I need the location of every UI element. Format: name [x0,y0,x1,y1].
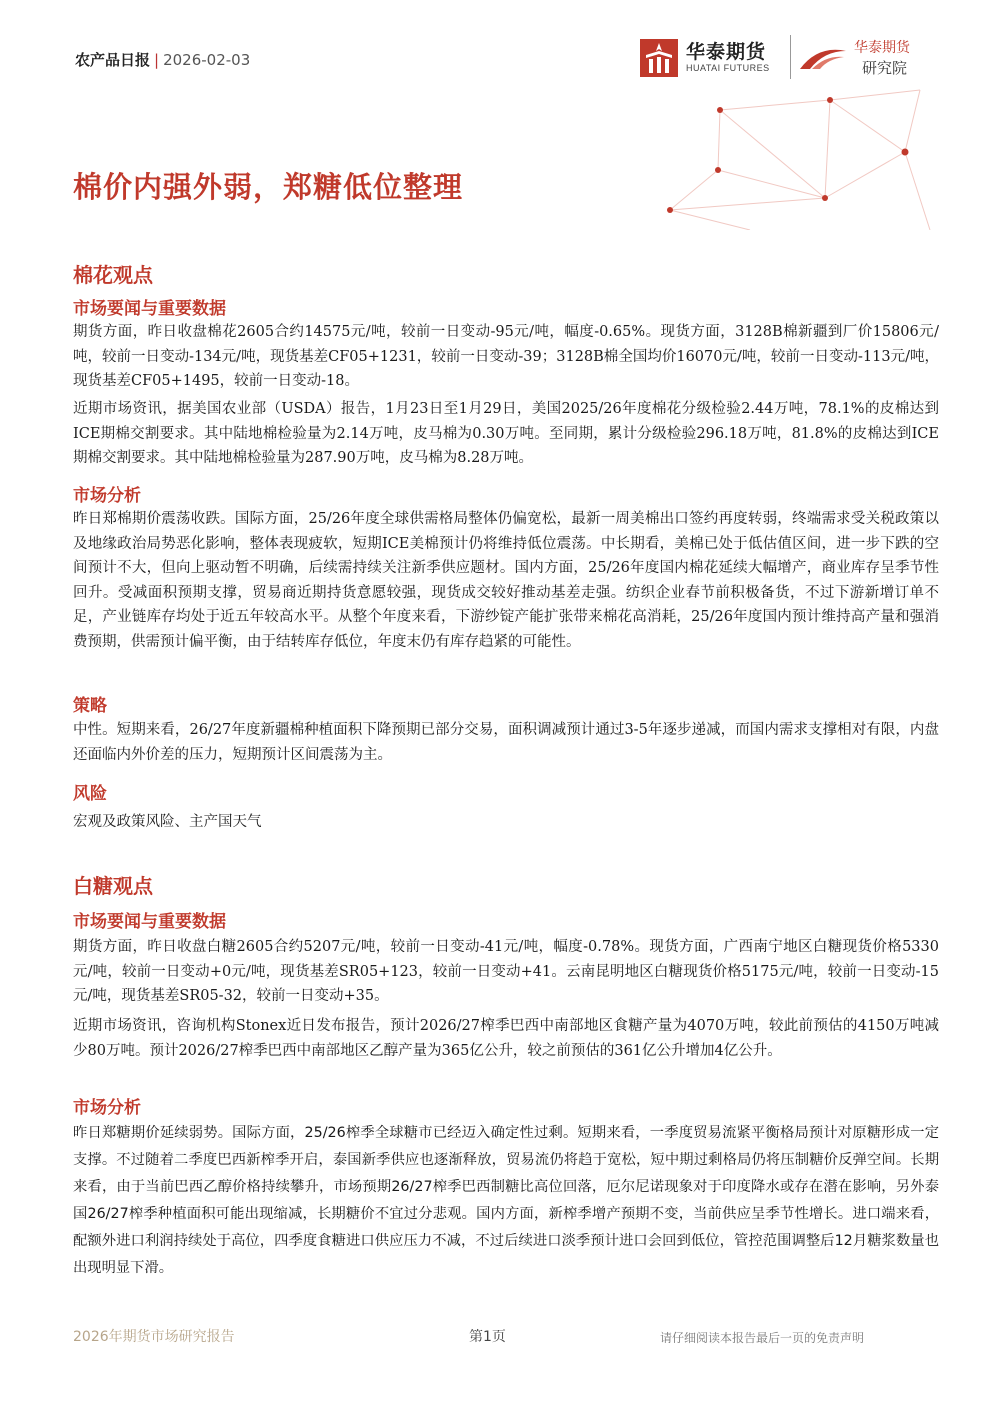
logo-divider [790,35,791,79]
cotton-analysis-paragraph: 昨日郑棉期价震荡收跌。国际方面，25/26年度全球供需格局整体仍偏宽松，最新一周美棉出口签约再度转弱，终端需求受关税政策以及地缘政治局势恶化影响，整体表现疲软，短期ICE美棉预计仍将维持低位震荡。中长期看，美棉已处于低估值区间，进一步下跌的空间预计不大，但向上驱动暂不明确，后续需持续关注新季供应题材。国内方面，25/26年度国内棉花延续大幅增产，商业库存呈季节性回升。受减面积预期支撑，贸易商近期持货意愿较强，现货成交较好推动基差走强。纺织企业春节前积极备货，不过下游新增订单不足，产业链库存均处于近五年较高水平。从整个年度来看，下游纱锭产能扩张带来棉花高消耗，25/26年度国内预计维持高产量和强消费预期，供需预计偏平衡，由于结转库存低位，年度末仍有库存趋紧的可能性。 [73,511,939,650]
page-number: 第1页 [469,1329,506,1345]
report-title: 棉价内强外弱，郑糖低位整理 [73,170,464,204]
sugar-news-paragraph-2: 近期市场资讯，咨询机构Stonex近日发布报告，预计2026/27榨季巴西中南部地区食糖产量为4070万吨，较此前预估的4150万吨减少80万吨。预计2026/27榨季巴西中南部地区乙醇产量为365亿公升，较之前预估的361亿公升增加4亿公升。 [73,1018,939,1059]
institute-name-line1: 华泰期货 [854,40,910,56]
cotton-strategy-heading: 策略 [73,696,107,716]
sugar-analysis-heading: 市场分析 [73,1098,141,1118]
brand-logo [640,35,930,85]
cotton-analysis-heading: 市场分析 [73,486,141,506]
institute-swoosh-icon [798,41,848,73]
sugar-news-paragraph-1: 期货方面，昨日收盘白糖2605合约5207元/吨，较前一日变动-41元/吨，幅度-0.78%。现货方面，广西南宁地区白糖现货价格5330元/吨，较前一日变动+0元/吨，现货基差SR05+123，较前一日变动+41。云南昆明地区白糖现货价格5175元/吨，较前一日变动-15元/吨，现货基差SR05-32，较前一日变动+35。 [73,939,939,1004]
cotton-risk-heading: 风险 [73,784,107,804]
sugar-section-title: 白糖观点 [73,874,153,898]
cotton-risk-paragraph: 宏观及政策风险、主产国天气 [73,814,262,830]
page-footer [0,1320,992,1360]
brand-name-cn: 华泰期货 [686,41,767,63]
institute-name-line2: 研究院 [862,59,908,77]
cotton-news-paragraph-1: 期货方面，昨日收盘棉花2605合约14575元/吨，较前一日变动-95元/吨，幅度-0.65%。现货方面，3128B棉新疆到厂价15806元/吨，较前一日变动-134元/吨，现货基差CF05+1231，较前一日变动-39；3128B棉全国均价16070元/吨，较前一日变动-113元/吨，现货基差CF05+1495，较前一日变动-18。 [73,324,939,389]
page-header [0,0,992,230]
cotton-news-heading: 市场要闻与重要数据 [73,299,226,319]
report-type: 农产品日报 [75,51,151,69]
cotton-section-title: 棉花观点 [73,263,153,287]
cotton-news-paragraph-2: 近期市场资讯，据美国农业部（USDA）报告，1月23日至1月29日，美国2025/26年度棉花分级检验2.44万吨，78.1%的皮棉达到ICE期棉交割要求。其中陆地棉检验量为2.14万吨，皮马棉为0.30万吨。至同期，累计分级检验296.18万吨，81.8%的皮棉达到ICE期棉交割要求。其中陆地棉检验量为287.90万吨，皮马棉为8.28万吨。 [73,401,939,466]
cotton-strategy-paragraph: 中性。短期来看，26/27年度新疆棉种植面积下降预期已部分交易，面积调减预计通过3-5年逐步递减，而国内需求支撑相对有限，内盘还面临内外价差的压力，短期预计区间震荡为主。 [73,722,939,763]
brand-name-en: HUATAI FUTURES [686,63,770,73]
network-decoration-icon [600,80,992,230]
sugar-analysis-paragraph: 昨日郑糖期价延续弱势。国际方面，25/26榨季全球糖市已经迈入确定性过剩。短期来看，一季度贸易流紧平衡格局预计对原糖形成一定支撑。不过随着二季度巴西新榨季开启，泰国新季供应也逐渐释放，贸易流仍将趋于宽松，短中期过剩格局仍将压制糖价反弹空间。长期来看，由于当前巴西乙醇价格持续攀升，市场预期26/27榨季巴西制糖比高位回落，厄尔尼诺现象对于印度降水或存在潜在影响，另外泰国26/27榨季种植面积可能出现缩减，长期糖价不宜过分悲观。国内方面，新榨季增产预期不变，当前供应呈季节性增长。进口端来看，配额外进口利润持续处于高位，四季度食糖进口供应压力不减，不过后续进口淡季预计进口会回到低位，管控范围调整后12月糖浆数量也出现明显下滑。 [73,1125,939,1276]
sugar-news-heading: 市场要闻与重要数据 [73,912,226,932]
report-meta [75,49,250,70]
report-date: 2026-02-03 [163,51,251,69]
huatai-logo-icon [640,39,678,77]
footer-report-name: 2026年期货市场研究报告 [73,1329,235,1345]
disclaimer-note: 请仔细阅读本报告最后一页的免责声明 [660,1331,865,1345]
meta-separator: | [154,51,160,69]
